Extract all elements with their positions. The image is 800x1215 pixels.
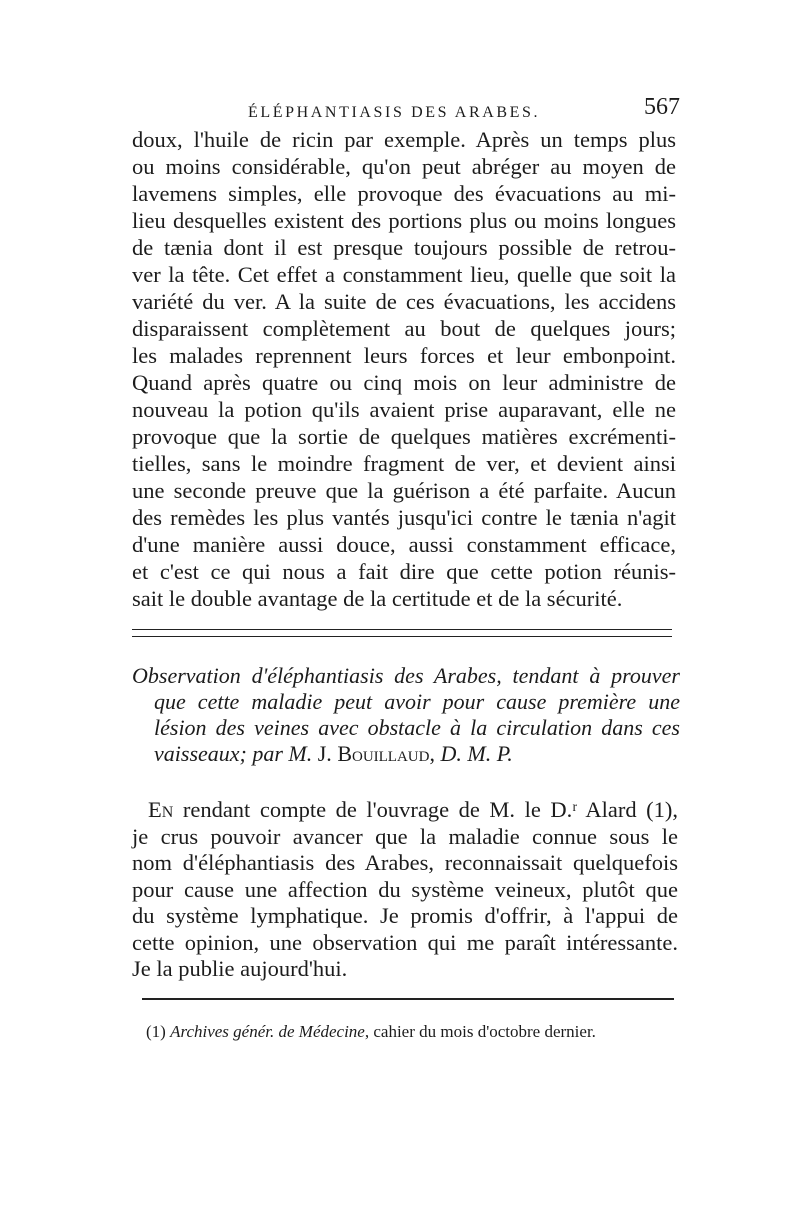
text-line: une seconde preuve que la guérison a été parfaite. Aucun xyxy=(132,478,676,503)
author-title: M. xyxy=(288,741,313,766)
text-line xyxy=(132,797,678,824)
text-line: les malades reprennent leurs forces et leur embonpoint. xyxy=(132,343,676,368)
heading-line: lésion des veines avec obstacle à la circulation dans ces xyxy=(154,715,680,740)
text-line: tielles, sans le moindre fragment de ver, et devient ainsi xyxy=(132,451,676,476)
author-initial: J. xyxy=(317,741,332,766)
text-line: nouveau la potion qu'ils avaient prise auparavant, elle ne xyxy=(132,397,676,422)
footnote-rule xyxy=(142,998,674,1000)
heading-line-prefix: vaisseaux; par xyxy=(154,741,289,766)
initial-capital: En xyxy=(148,797,174,822)
rule-line xyxy=(132,629,672,630)
text-line: ver la tête. Cet effet a constamment lieu, quelle que soit la xyxy=(132,262,676,287)
text-line: je crus pouvoir avancer que la maladie connue sous le xyxy=(132,823,678,849)
heading-author-line xyxy=(132,741,680,767)
footnote-marker: (1) xyxy=(146,1022,166,1041)
text-line: lavemens simples, elle provoque des évacuations au mi- xyxy=(132,181,676,206)
text-line: Quand après quatre ou cinq mois on leur administre de xyxy=(132,370,676,395)
text-line: pour cause une affection du système veineux, plutôt que xyxy=(132,876,678,902)
text-line: nom d'éléphantiasis des Arabes, reconnaissait quelquefois xyxy=(132,850,678,875)
footnote-text: , cahier du mois d'octobre dernier. xyxy=(364,1022,596,1041)
text-line: des remèdes les plus vantés jusqu'ici contre le tænia n'agit xyxy=(132,505,676,530)
heading-line: Observation d'éléphantiasis des Arabes, tendant à prouver xyxy=(132,663,680,688)
text-line: variété du ver. A la suite de ces évacuations, les accidens xyxy=(132,289,676,314)
paragraph-continuation xyxy=(132,126,676,612)
footnote-journal: Archives génér. de Médecine xyxy=(170,1022,365,1041)
text-line: disparaissent complètement au bout de quelques jours; xyxy=(132,316,676,341)
first-line-text: rendant compte de l'ouvrage de M. le D.ʳ Alard (1), xyxy=(173,797,678,822)
heading-line: que cette maladie peut avoir pour cause première une xyxy=(154,689,680,714)
text-line: du système lymphatique. Je promis d'offrir, à l'appui de xyxy=(132,903,678,928)
observation-heading xyxy=(132,663,680,767)
text-line: provoque que la sortie de quelques matières excrémenti- xyxy=(132,424,676,449)
section-double-rule xyxy=(132,629,672,643)
page-number: 567 xyxy=(644,94,680,120)
author-name: Bouillaud, xyxy=(337,741,435,766)
text-line: lieu desquelles existent des portions plus ou moins longues xyxy=(132,208,676,233)
text-line: cette opinion, une observation qui me paraît intéressante. xyxy=(132,929,678,955)
running-title: ÉLÉPHANTIASIS DES ARABES. xyxy=(248,104,541,121)
author-degree: D. M. P. xyxy=(440,741,513,766)
text-line: de tænia dont il est presque toujours possible de retrou- xyxy=(132,235,676,260)
text-line: sait le double avantage de la certitude et de la sécurité. xyxy=(132,586,623,611)
rule-line xyxy=(132,636,672,637)
text-line: et c'est ce qui nous a fait dire que cette potion réunis- xyxy=(132,559,676,584)
text-line: d'une manière aussi douce, aussi constamment efficace, xyxy=(132,532,676,557)
running-header xyxy=(132,94,680,126)
text-line: doux, l'huile de ricin par exemple. Après un temps plus xyxy=(132,127,676,152)
text-line: Je la publie aujourd'hui. xyxy=(132,956,348,981)
text-line: ou moins considérable, qu'on peut abréger au moyen de xyxy=(132,154,676,179)
footnote xyxy=(146,1021,678,1043)
paragraph-intro xyxy=(132,797,678,983)
